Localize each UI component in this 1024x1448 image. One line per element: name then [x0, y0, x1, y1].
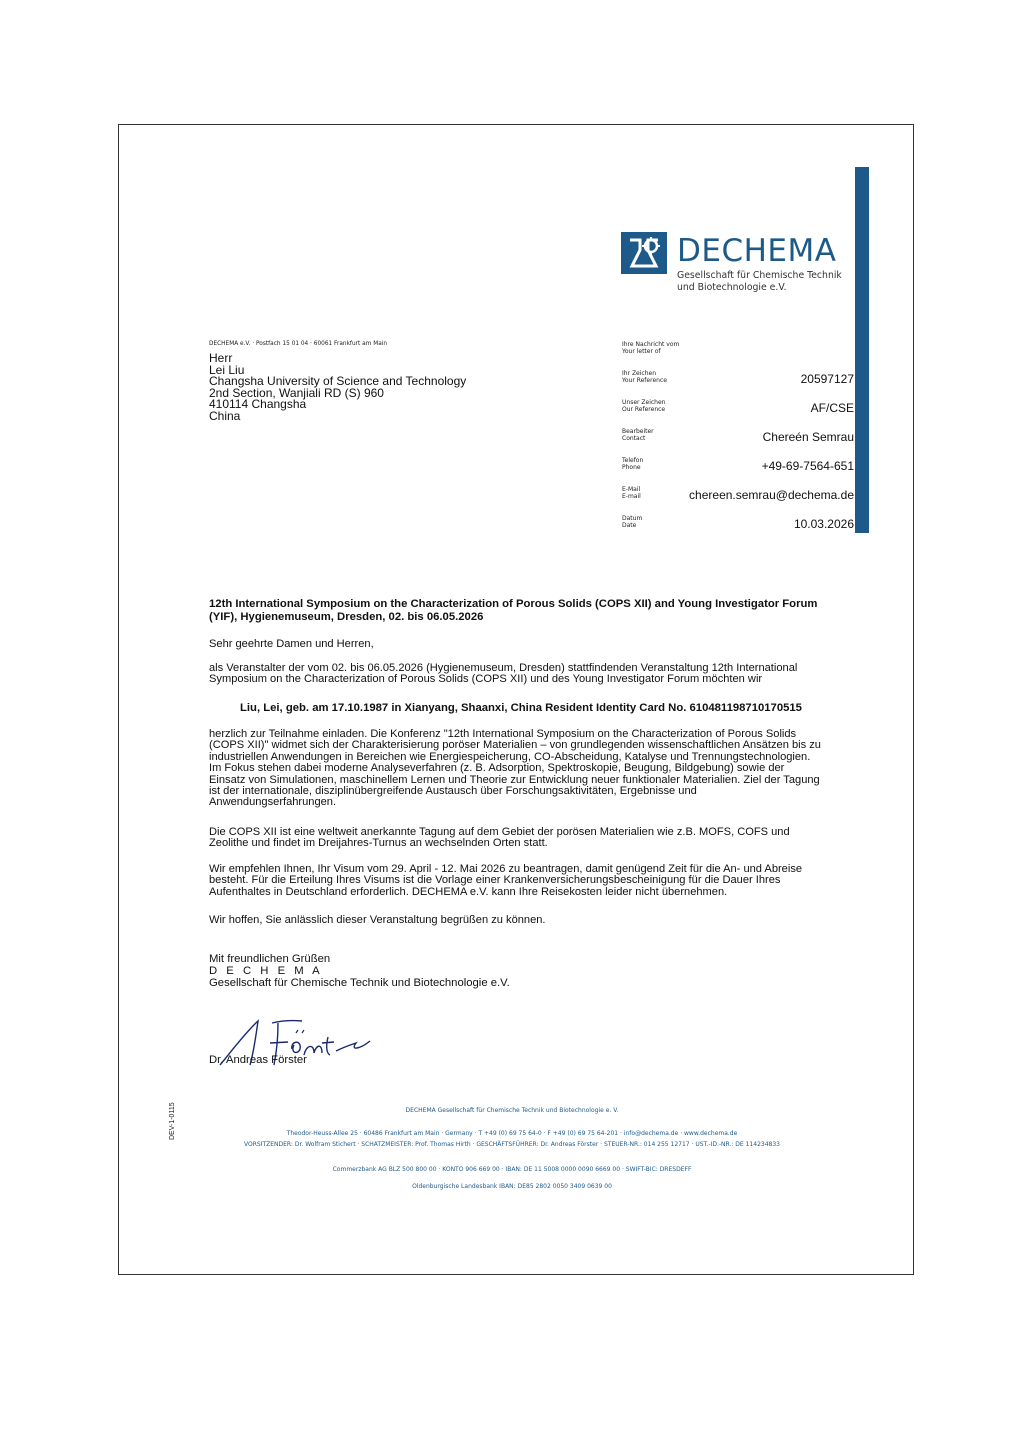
- reference-row: [622, 486, 854, 515]
- body-paragraph: Wir hoffen, Sie anlässlich dieser Veranstaltung begrüßen zu können.: [209, 914, 546, 926]
- reference-row: [622, 457, 854, 486]
- reference-row: [622, 370, 854, 399]
- footer-bank: Oldenburgische Landesbank IBAN: DE85 2802 0050 3409 0639 00: [412, 1183, 612, 1190]
- closing-org: D E C H E M A: [209, 965, 323, 977]
- salutation: Sehr geehrte Damen und Herren,: [209, 638, 374, 650]
- reference-value: chereen.semrau@dechema.de: [689, 488, 854, 502]
- reference-value: Chereén Semrau: [762, 430, 854, 444]
- invitee-line: Liu, Lei, geb. am 17.10.1987 in Xianyang, Shaanxi, China Resident Identity Card No. 610481198710170515: [240, 702, 802, 714]
- reference-row: [622, 341, 854, 370]
- footer-contact: Theodor-Heuss-Allee 25 · 60486 Frankfurt am Main · Germany · T +49 (0) 69 75 64-0 · F +49 (0) 69 75 64-201 · info@dechema.de · www.dechema.de: [286, 1130, 738, 1137]
- handwritten-signature: [210, 1015, 380, 1075]
- footer-bank: Commerzbank AG BLZ 500 800 00 · KONTO 906 669 00 · IBAN: DE 11 5008 0000 0090 6669 00 · SWIFT-BIC: DRESDEFF: [332, 1166, 692, 1173]
- intro-paragraph: als Veranstalter der vom 02. bis 06.05.2026 (Hygienemuseum, Dresden) stattfindenden Veranstaltung 12th International Symposium on the Characterization of Porous Solids (COPS XII) und des Young Investigator Forum möchten wir: [209, 662, 798, 686]
- flask-gear-icon: [621, 232, 667, 274]
- body-paragraph: Die COPS XII ist eine weltweit anerkannte Tagung auf dem Gebiet der porösen Materialien wie z.B. MOFS, COFS und Zeolithe und findet im Dreijahres-Turnus an wechselnden Orten statt.: [209, 826, 790, 850]
- reference-value: +49-69-7564-651: [761, 459, 854, 473]
- reference-label: Bearbeiter Contact: [622, 428, 654, 442]
- logo-subtitle-line: und Biotechnologie e.V.: [677, 282, 787, 293]
- recipient-address: [209, 353, 466, 423]
- logo-subtitle: [677, 270, 842, 294]
- reference-row: [622, 399, 854, 428]
- brand-bar: [855, 167, 869, 533]
- logo-subtitle-line: Gesellschaft für Chemische Technik: [677, 270, 842, 281]
- footer-org: DECHEMA Gesellschaft für Chemische Technik und Biotechnologie e. V.: [405, 1107, 619, 1114]
- dechema-logo: [621, 232, 861, 302]
- address-line: Lei Liu: [209, 362, 245, 377]
- reference-label: Datum Date: [622, 515, 643, 529]
- body-paragraph: Wir empfehlen Ihnen, Ihr Visum vom 29. April - 12. Mai 2026 zu beantragen, damit genügend Zeit für die An- und Abreise besteht. Für die Erteilung Ihres Visums ist die Vorlage einer Krankenversicherungsbescheinigung für die Dauer Ihres Aufenthaltes in Deutschland erforderlich. DECHEMA e.V. kann Ihre Reisekosten leider nicht übernehmen.: [209, 863, 803, 898]
- reference-label: Ihre Nachricht vom Your letter of: [622, 341, 680, 355]
- closing-org-full: Gesellschaft für Chemische Technik und Biotechnologie e.V.: [209, 977, 510, 989]
- address-line: 410114 Changsha: [209, 397, 307, 412]
- address-line: Herr: [209, 351, 233, 365]
- address-line: Changsha University of Science and Technology: [209, 374, 467, 389]
- reference-label: Unser Zeichen Our Reference: [622, 399, 666, 413]
- reference-value: AF/CSE: [810, 401, 854, 415]
- footer-officers: VORSITZENDER: Dr. Wolfram Stichert · SCHATZMEISTER: Prof. Thomas Hirth · GESCHÄFTSFÜHRER: Dr. Andreas Förster · STEUER-NR.: 014 255 12717 · UST.-ID.-NR.: DE 114234833: [244, 1141, 780, 1148]
- address-line: 2nd Section, Wanjiali RD (S) 960: [209, 385, 384, 400]
- reference-row: [622, 515, 854, 544]
- reference-label: Ihr Zeichen Your Reference: [622, 370, 667, 384]
- document-code: DEV-1-0115: [169, 1102, 176, 1140]
- reference-label: Telefon Phone: [622, 457, 644, 471]
- closing-greeting: Mit freundlichen Grüßen: [209, 953, 331, 965]
- reference-value: 20597127: [800, 372, 854, 386]
- body-paragraph: herzlich zur Teilnahme einladen. Die Konferenz "12th International Symposium on the Characterization of Porous Solids (COPS XII)" widmet sich der Charakterisierung poröser Materialien – von grundlegenden wissenschaftlichen Ansätzen bis zu industriellen Anwendungen in Bereichen wie Energiespeicherung, CO-Abscheidung, Katalyse und Trennungstechnologien. Im Fokus stehen dabei moderne Analyseverfahren (z. B. Adsorption, Spektroskopie, Beugung, Bildgebung) sowie der Einsatz von Simulationen, maschinellem Lernen und Theorie zur Entwicklung neuer funktionaler Materialien. Ziel der Tagung ist der internationale, disziplinübergreifende Austausch über Forschungsaktivitäten, Ergebnisse und Anwendungserfahrungen.: [209, 728, 821, 809]
- closing-block: [209, 953, 510, 989]
- reference-row: [622, 428, 854, 457]
- reference-label: E-Mail E-mail: [622, 486, 641, 500]
- letter-subject: 12th International Symposium on the Characterization of Porous Solids (COPS XII) and Young Investigator Forum (YIF), Hygienemuseum, Dresden, 02. bis 06.05.2026: [209, 598, 818, 623]
- reference-block: [622, 341, 854, 544]
- logo-wordmark: DECHEMA: [677, 233, 837, 269]
- signer-name: Dr. Andreas Förster: [209, 1054, 307, 1066]
- address-line: China: [209, 408, 241, 423]
- sender-return-address: DECHEMA e.V. · Postfach 15 01 04 · 60061 Frankfurt am Main: [209, 341, 388, 347]
- reference-value: 10.03.2026: [793, 517, 854, 531]
